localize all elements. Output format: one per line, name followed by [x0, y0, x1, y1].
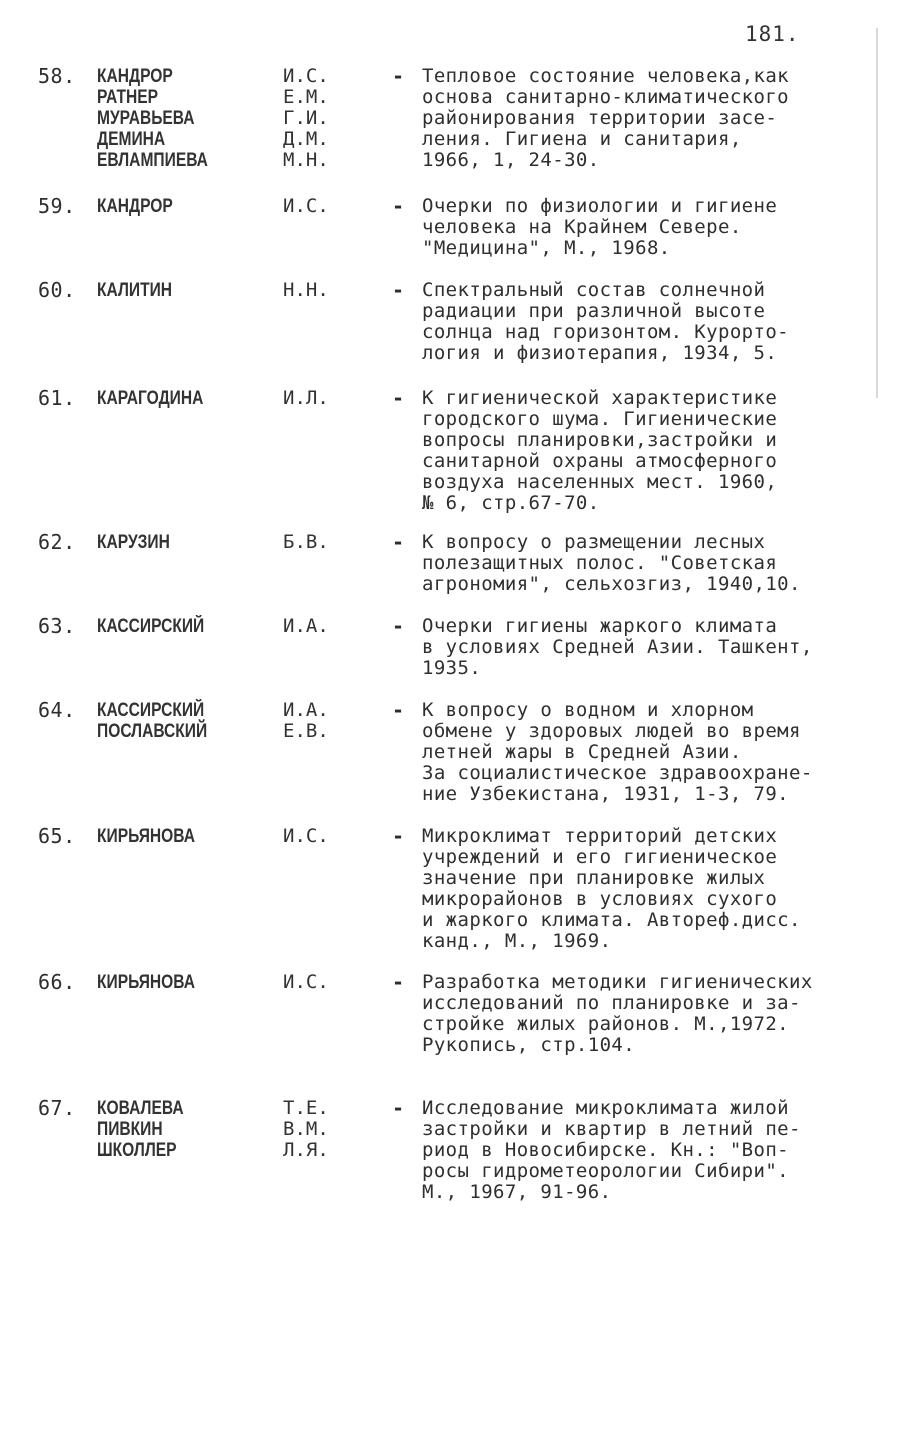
citation-line: Тепловое состояние человека,как	[422, 65, 790, 87]
author-surname: ШКОЛЛЕР	[97, 1140, 177, 1161]
citation-text	[422, 196, 874, 259]
bibliography-entry	[0, 66, 916, 192]
author-initial: Б.В.	[283, 531, 329, 553]
author-initial: Т.Е.	[283, 1097, 329, 1119]
citation-text	[422, 66, 874, 171]
entry-dash: -	[392, 1096, 405, 1120]
citation-line: росы гидрометеорологии Сибири".	[422, 1160, 790, 1182]
citation-line: риод в Новосибирске. Кн.: "Воп-	[422, 1139, 790, 1161]
author-initials	[283, 972, 329, 993]
author-initials	[283, 280, 329, 301]
citation-line: За социалистическое здравоохране-	[422, 762, 813, 784]
citation-line: застройки и квартир в летний пе-	[422, 1118, 801, 1140]
author-surnames	[97, 616, 204, 637]
author-surname: ПИВКИН	[97, 1119, 163, 1140]
author-surname: КАРАГОДИНА	[97, 388, 204, 409]
citation-line: обмене у здоровых людей во время	[422, 720, 801, 742]
citation-line: К гигиенической характеристике	[422, 387, 778, 409]
author-initial: И.С.	[283, 825, 329, 847]
author-initial: Е.М.	[283, 86, 329, 108]
citation-text	[422, 700, 874, 805]
citation-line: значение при планировке жилых	[422, 867, 766, 889]
author-surname: КАНДРОР	[97, 66, 173, 87]
entry-dash: -	[392, 614, 405, 638]
author-initial: Д.М.	[283, 128, 329, 150]
citation-text	[422, 532, 874, 595]
author-surname: КОВАЛЕВА	[97, 1098, 184, 1119]
bibliography-entry	[0, 280, 916, 384]
citation-line: Рукопись, стр.104.	[422, 1034, 636, 1056]
citation-line: К вопросу о водном и хлорном	[422, 699, 754, 721]
author-initials	[283, 66, 329, 171]
entry-dash: -	[392, 64, 405, 88]
bibliography-entry	[0, 616, 916, 698]
bibliography-entry	[0, 532, 916, 614]
author-initial: Г.И.	[283, 107, 329, 129]
author-surname: КАНДРОР	[97, 196, 173, 217]
author-initials	[283, 616, 329, 637]
entry-number: 60.	[38, 278, 76, 302]
citation-line: 1966, 1, 24-30.	[422, 149, 600, 171]
citation-text	[422, 616, 874, 679]
author-surname: КИРЬЯНОВА	[97, 826, 196, 847]
entry-dash: -	[392, 386, 405, 410]
author-surnames	[97, 66, 208, 171]
entry-dash: -	[392, 278, 405, 302]
citation-line: районирования территории засе-	[422, 107, 778, 129]
author-initial: М.Н.	[283, 149, 329, 171]
citation-line: "Медицина", М., 1968.	[422, 237, 671, 259]
bibliography-entry	[0, 388, 916, 528]
citation-line: ления. Гигиена и санитария,	[422, 128, 742, 150]
author-initial: И.С.	[283, 65, 329, 87]
citation-line: № 6, стр.67-70.	[422, 492, 600, 514]
author-surname: ПОСЛАВСКИЙ	[97, 721, 208, 742]
citation-line: воздуха населенных мест. 1960,	[422, 471, 778, 493]
author-surname: МУРАВЬЕВА	[97, 108, 195, 129]
citation-line: Очерки гигиены жаркого климата	[422, 615, 778, 637]
author-surnames	[97, 388, 203, 409]
citation-line: полезащитных полос. "Советская	[422, 552, 778, 574]
entry-dash: -	[392, 824, 405, 848]
author-surnames	[97, 280, 172, 301]
citation-line: Микроклимат территорий детских	[422, 825, 778, 847]
author-initials	[283, 388, 329, 409]
entry-number: 63.	[38, 614, 76, 638]
citation-line: 1935.	[422, 657, 482, 679]
bibliography-entry	[0, 826, 916, 966]
citation-line: логия и физиотерапия, 1934, 5.	[422, 342, 778, 364]
author-surname: ЕВЛАМПИЕВА	[97, 150, 208, 171]
citation-line: основа санитарно-климатического	[422, 86, 790, 108]
citation-text	[422, 388, 874, 514]
author-surnames	[97, 532, 170, 553]
entry-dash: -	[392, 698, 405, 722]
citation-line: человека на Крайнем Севере.	[422, 216, 742, 238]
author-initial: Н.Н.	[283, 279, 329, 301]
entry-dash: -	[392, 530, 405, 554]
citation-line: ние Узбекистана, 1931, 1-3, 79.	[422, 783, 790, 805]
citation-text	[422, 972, 874, 1056]
citation-line: исследований по планировке и за-	[422, 992, 801, 1014]
citation-text	[422, 1098, 874, 1203]
bibliography-entry	[0, 700, 916, 820]
citation-line: Разработка методики гигиенических	[422, 971, 813, 993]
page-number: 181.	[745, 22, 800, 46]
bibliography-entry	[0, 196, 916, 278]
entry-number: 61.	[38, 386, 76, 410]
citation-line: и жаркого климата. Автореф.дисс.	[422, 909, 801, 931]
citation-line: М., 1967, 91-96.	[422, 1181, 612, 1203]
author-surname: КАССИРСКИЙ	[97, 700, 205, 721]
author-surname: КАРУЗИН	[97, 532, 170, 553]
author-initial: И.С.	[283, 195, 329, 217]
entry-dash: -	[392, 970, 405, 994]
entry-dash: -	[392, 194, 405, 218]
citation-line: Очерки по физиологии и гигиене	[422, 195, 778, 217]
author-initial: И.А.	[283, 699, 329, 721]
author-surnames	[97, 196, 173, 217]
author-surnames	[97, 972, 195, 993]
author-initial: И.Л.	[283, 387, 329, 409]
author-initials	[283, 700, 329, 742]
author-surname: РАТНЕР	[97, 87, 159, 108]
entry-number: 65.	[38, 824, 76, 848]
entry-number: 62.	[38, 530, 76, 554]
citation-line: в условиях Средней Азии. Ташкент,	[422, 636, 813, 658]
author-initial: И.А.	[283, 615, 329, 637]
citation-text	[422, 280, 874, 364]
entry-number: 58.	[38, 64, 76, 88]
author-surnames	[97, 826, 195, 847]
citation-line: солнца над горизонтом. Курорто-	[422, 321, 790, 343]
author-initials	[283, 1098, 329, 1161]
entry-number: 59.	[38, 194, 76, 218]
citation-line: радиации при различной высоте	[422, 300, 766, 322]
bibliography-entry	[0, 972, 916, 1092]
entry-number: 66.	[38, 970, 76, 994]
citation-line: К вопросу о размещении лесных	[422, 531, 766, 553]
entry-number: 64.	[38, 698, 76, 722]
citation-line: летней жары в Средней Азии.	[422, 741, 742, 763]
citation-line: санитарной охраны атмосферного	[422, 450, 778, 472]
author-initial: В.М.	[283, 1118, 329, 1140]
citation-line: микрорайонов в условиях сухого	[422, 888, 778, 910]
entry-number: 67.	[38, 1096, 76, 1120]
author-initials	[283, 196, 329, 217]
citation-line: канд., М., 1969.	[422, 930, 612, 952]
author-surname: КАЛИТИН	[97, 280, 173, 301]
bibliography-entry	[0, 1098, 916, 1228]
author-surnames	[97, 1098, 184, 1161]
author-surnames	[97, 700, 207, 742]
author-surname: КАССИРСКИЙ	[97, 616, 205, 637]
citation-line: Спектральный состав солнечной	[422, 279, 766, 301]
citation-line: городского шума. Гигиенические	[422, 408, 778, 430]
author-initial: Л.Я.	[283, 1139, 329, 1161]
citation-line: Исследование микроклимата жилой	[422, 1097, 790, 1119]
citation-line: вопросы планировки,застройки и	[422, 429, 778, 451]
author-initial: И.С.	[283, 971, 329, 993]
citation-line: стройке жилых районов. М.,1972.	[422, 1013, 790, 1035]
author-initials	[283, 532, 329, 553]
author-surname: ДЕМИНА	[97, 129, 166, 150]
citation-line: агрономия", сельхозгиз, 1940,10.	[422, 573, 801, 595]
author-surname: КИРЬЯНОВА	[97, 972, 196, 993]
citation-line: учреждений и его гигиеническое	[422, 846, 778, 868]
citation-text	[422, 826, 874, 952]
author-initials	[283, 826, 329, 847]
author-initial: Е.В.	[283, 720, 329, 742]
